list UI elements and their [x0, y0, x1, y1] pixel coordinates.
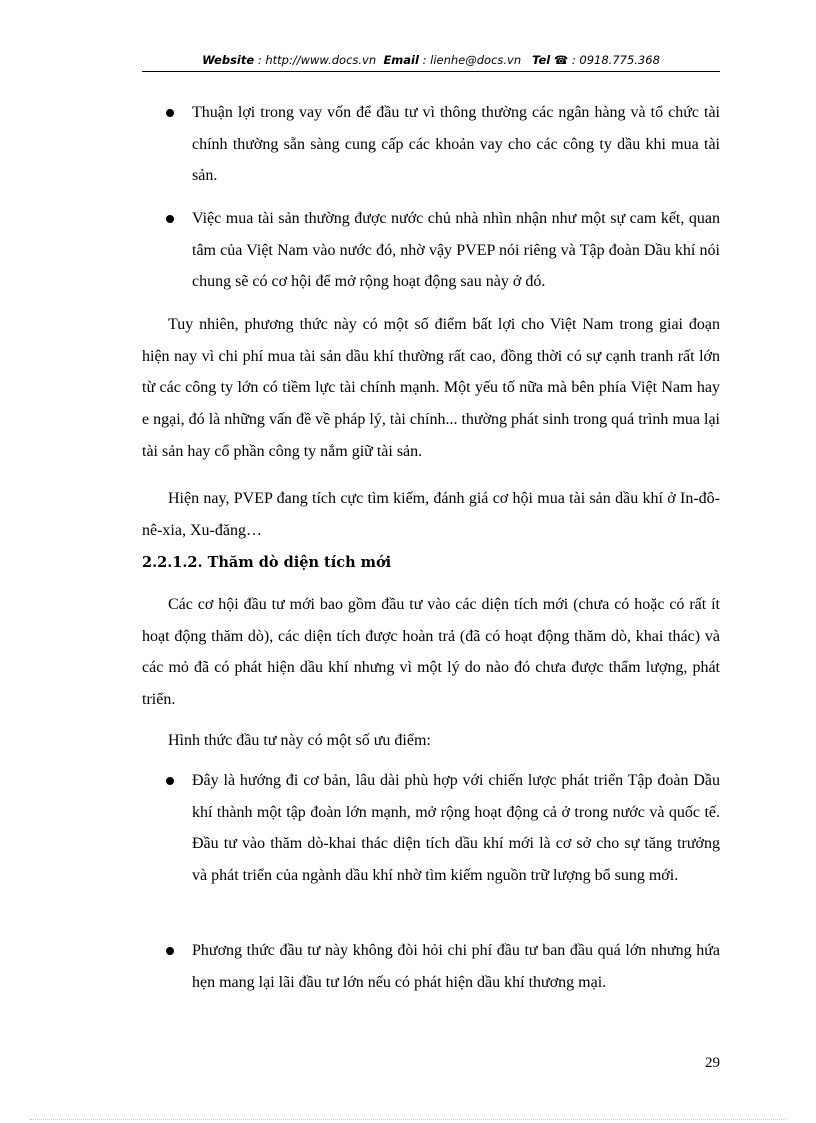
list-item: [142, 203, 720, 298]
paragraph-block: [142, 309, 720, 468]
bullet-icon: [166, 777, 174, 785]
page-bottom-rule: [30, 1119, 786, 1120]
bullet-icon: [166, 109, 174, 117]
paragraph-block: [142, 483, 720, 546]
bullet-text: Đây là hướng đi cơ bản, lâu dài phù hợp với chiến lược phát triển Tập đoàn Dầu khí thành một tập đoàn lớn mạnh, mở rộng hoạt động cả ở trong nước và quốc tế. Đầu tư vào thăm dò-khai thác diện tích dầu khí mới là cơ sở cho sự tăng trưởng và phát triển của ngành dầu khí nhờ tìm kiếm nguồn trữ lượng bổ sung mới.: [192, 772, 720, 885]
email-label: Email: [383, 53, 419, 67]
paragraph-block: [142, 589, 720, 716]
list-item: [142, 765, 720, 892]
page-number: 29: [705, 1055, 720, 1071]
bullet-text: Việc mua tài sản thường được nước chủ nhà nhìn nhận như một sự cam kết, quan tâm của Việt Nam vào nước đó, nhờ vậy PVEP nói riêng và Tập đoàn Dầu khí nói chung sẽ có cơ hội để mở rộng hoạt động sau này ở đó.: [192, 210, 720, 291]
paragraph: Các cơ hội đầu tư mới bao gồm đầu tư vào các diện tích mới (chưa có hoặc có rất ít hoạt động thăm dò), các diện tích được hoàn trả (đã có hoạt động thăm dò, khai thác) và các mỏ đã có phát hiện dầu khí nhưng vì một lý do nào đó chưa được thẩm lượng, phát triển.: [142, 596, 720, 709]
bullet-text: Thuận lợi trong vay vốn để đầu tư vì thông thường các ngân hàng và tổ chức tài chính thường sẵn sàng cung cấp các khoản vay cho các công ty dầu khi mua tài sản.: [192, 104, 720, 185]
phone-icon: ☎: [553, 53, 569, 67]
paragraph: Hình thức đầu tư này có một số ưu điểm:: [168, 732, 431, 749]
header-rule: [142, 71, 720, 72]
tel-value: : 0918.775.368: [571, 53, 660, 67]
email-value: : lienhe@docs.vn: [422, 53, 522, 67]
bullet-text: Phương thức đầu tư này không đòi hỏi chi phí đầu tư ban đầu quá lớn nhưng hứa hẹn mang lại lãi đầu tư lớn nếu có phát hiện dầu khí thương mại.: [192, 942, 720, 991]
website-value: : http://www.docs.vn: [257, 53, 377, 67]
list-item: [142, 935, 720, 998]
website-label: Website: [202, 53, 255, 67]
paragraph-block: [142, 725, 720, 757]
paragraph: Tuy nhiên, phương thức này có một số điểm bất lợi cho Việt Nam trong giai đoạn hiện nay vì chi phí mua tài sản dầu khí thường rất cao, đồng thời có sự cạnh tranh rất lớn từ các công ty lớn có tiềm lực tài chính mạnh. Một yếu tố nữa mà bên phía Việt Nam hay e ngại, đó là những vấn đề về pháp lý, tài chính... thường phát sinh trong quá trình mua lại tài sản hay cổ phần công ty nắm giữ tài sản.: [142, 316, 720, 460]
list-item: [142, 97, 720, 192]
page-header: [142, 50, 720, 70]
section-heading: 2.2.1.2. Thăm dò diện tích mới: [142, 554, 392, 571]
bullet-icon: [166, 215, 174, 223]
bullet-icon: [166, 947, 174, 955]
tel-label: Tel: [532, 53, 551, 67]
paragraph: Hiện nay, PVEP đang tích cực tìm kiếm, đánh giá cơ hội mua tài sản dầu khí ở In-đô-nê-xia, Xu-đăng…: [142, 490, 720, 539]
